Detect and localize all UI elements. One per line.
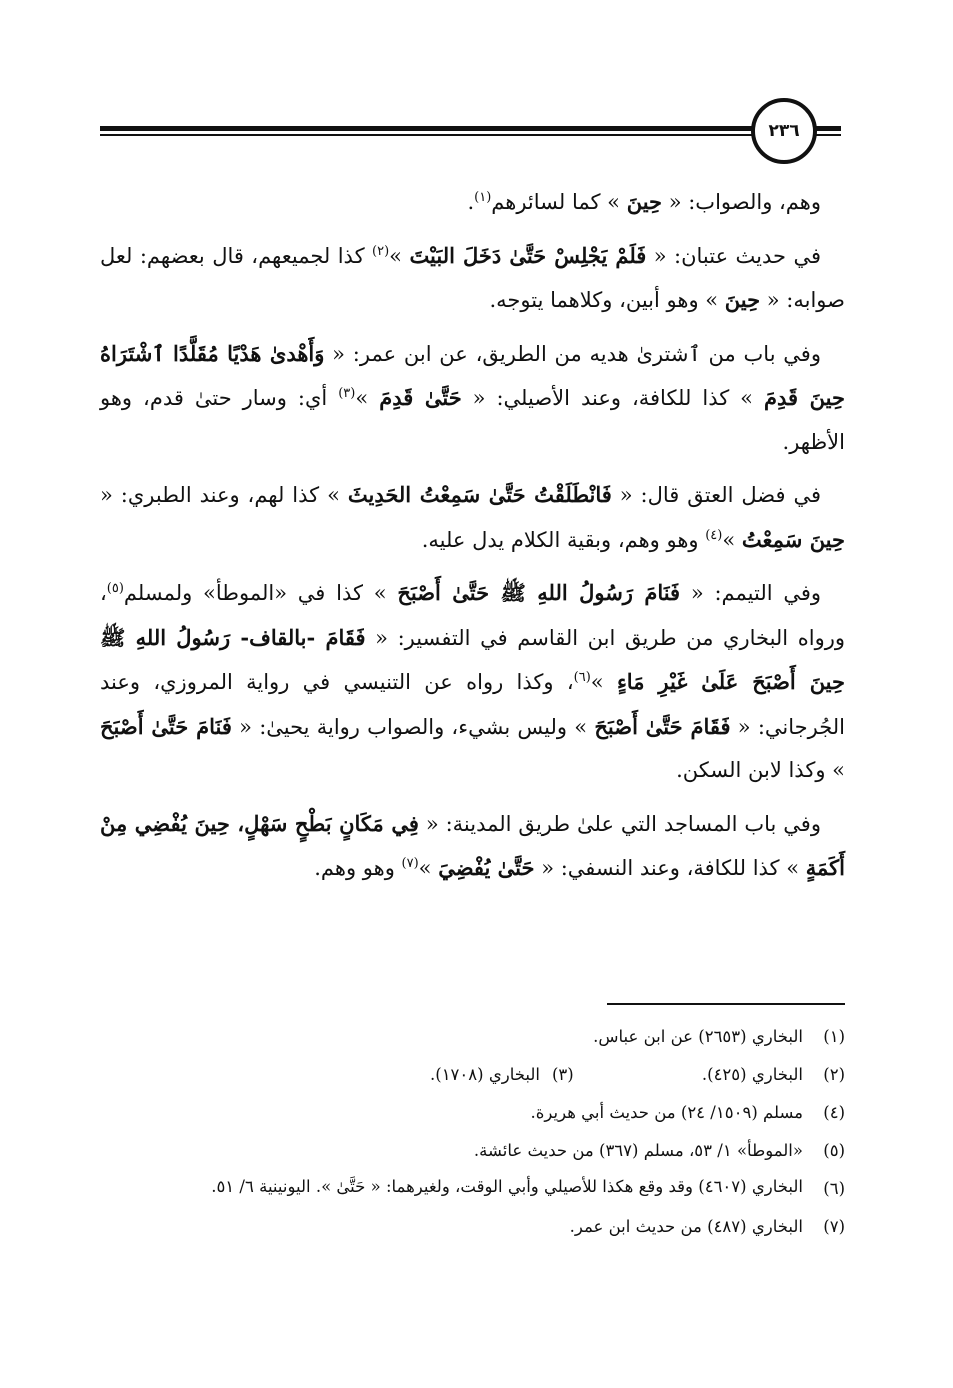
footnote-ref[interactable]: (٢): [372, 243, 390, 259]
footnote-text: مسلم (١٥٠٩/ ٢٤) من حديث أبي هريرة.: [530, 1103, 803, 1122]
footnote-text: البخاري (٤٨٧) من حديث ابن عمر.: [569, 1217, 803, 1236]
paragraph: وهم، والصواب: « حِينَ » كما لسائرهم$^{(١)}$.: [467, 189, 821, 214]
footnote-number: (٢): [823, 1065, 845, 1084]
header-rule: [100, 126, 763, 136]
footnote-number: (١): [823, 1027, 845, 1046]
page-number: ٢٣٦: [751, 98, 817, 164]
footnote-number: (٧): [823, 1217, 845, 1236]
footnote-text: البخاري (١٧٠٨).: [430, 1065, 540, 1084]
footnote-text: «الموطأ» ١/ ٥٣، مسلم (٣٦٧) من حديث عائشة.: [473, 1141, 803, 1160]
footnotes: [100, 1018, 845, 1246]
hadith-quote: فَانْطَلَقْتُ حَتَّىٰ سَمِعْتُ الحَدِيثَ: [347, 482, 612, 507]
paragraph: في حديث عتبان: « فَلَمْ يَجْلِسْ حَتَّىٰ دَخَلَ البَيْتَ »$^{(٢)}$ كذا لجميعهم، قال بعضهم: لعل صوابه: « حِينَ » وهو أبين، وكلاهما يتوجه.: [100, 242, 845, 312]
hadith-quote: فِي مَكَانٍ بَطْحٍ سَهْلٍ، حِينَ يُفْضِي مِنْ أَكَمَةٍ: [100, 810, 845, 880]
hadith-quote: فَنَامَ حَتَّىٰ أَصْبَحَ: [100, 713, 232, 739]
paragraph: وفي التيمم: « فَنَامَ رَسُولُ اللهِ ﷺ حَتَّىٰ أَصْبَحَ » كذا في «الموطأ» ولمسلم$^{(٥)}$، ورواه البخاري من طريق ابن القاسم في التفسير: « فَقَامَ -بالقاف- رَسُولُ اللهِ ﷺ حِينَ أَصْبَحَ عَلَىٰ غَيْرِ مَاءٍ »$^{(٦)}$، وكذا رواه عن التنيسي في رواية المروزي، وعند الجُرجاني: « فَقَامَ حَتَّىٰ أَصْبَحَ » وليس بشيء، والصواب رواية يحيىٰ: « فَنَامَ حَتَّىٰ أَصْبَحَ » وكذا لابن السكن.: [100, 580, 846, 782]
footnote-ref[interactable]: (١): [474, 190, 492, 205]
footnote-item: [100, 1170, 845, 1208]
hadith-quote: حِينَ: [724, 287, 761, 312]
footnote-number: (٦): [823, 1179, 845, 1198]
footnote-item: [100, 1018, 845, 1056]
footnote-ref[interactable]: (٧): [401, 856, 419, 871]
footnote-number: (٤): [823, 1103, 845, 1122]
hadith-quote: وَأَهْدىٰ هَدْيًا مُقَلَّدًا ٱشْتَرَاهُ حِينَ قَدِمَ: [100, 340, 845, 410]
hadith-quote: حَتَّىٰ يُفْضِيَ: [438, 855, 535, 880]
paragraph: وفي باب من ٱشترىٰ هديه من الطريق، عن ابن عمر: « وَأَهْدىٰ هَدْيًا مُقَلَّدًا ٱشْتَرَاهُ حِينَ قَدِمَ » كذا للكافة، وعند الأصيلي: « حَتَّىٰ قَدِمَ »$^{(٣)}$ أي: وسار حتىٰ قدم، وهو الأظهر.: [100, 340, 845, 454]
footnote-separator: [607, 1003, 845, 1005]
hadith-quote: فَقَامَ حَتَّىٰ أَصْبَحَ: [594, 713, 731, 739]
footnote-item: [430, 1056, 574, 1094]
header-rule-tail: [815, 126, 841, 136]
main-text: [100, 180, 845, 900]
hadith-quote: فَقَامَ -بالقاف- رَسُولُ اللهِ ﷺ حِينَ أَصْبَحَ عَلَىٰ غَيْرِ مَاءٍ: [100, 624, 845, 694]
footnote-row: [100, 1056, 845, 1094]
paragraph: في فضل العتق قال: « فَانْطَلَقْتُ حَتَّىٰ سَمِعْتُ الحَدِيثَ » كذا لهم، وعند الطبري: « حِينَ سَمِعْتُ »$^{(٤)}$ وهو وهم، وبقية الكلام يدل عليه.: [100, 482, 845, 552]
footnote-item: [100, 1132, 845, 1170]
paragraph: وفي باب المساجد التي علىٰ طريق المدينة: « فِي مَكَانٍ بَطْحٍ سَهْلٍ، حِينَ يُفْضِي مِنْ أَكَمَةٍ » كذا للكافة، وعند النسفي: « حَتَّىٰ يُفْضِيَ »$^{(٧)}$ وهو وهم.: [100, 810, 845, 880]
footnote-ref[interactable]: (٤): [705, 527, 723, 543]
footnote-item: [100, 1094, 845, 1132]
footnote-text: البخاري (٤٦٠٧) وقد وقع هكذا للأصيلي وأبي الوقت، ولغيرهما: « حَتَّىٰ ». اليونينية ٦/ ٥١.: [211, 1177, 803, 1196]
footnote-text: البخاري (٤٢٥).: [701, 1065, 803, 1084]
footnote-ref[interactable]: (٣): [338, 386, 356, 401]
footnote-number: (٥): [823, 1141, 845, 1160]
footnote-item: [100, 1208, 845, 1246]
footnote-item: [702, 1056, 845, 1094]
hadith-quote: حَتَّىٰ قَدِمَ: [379, 385, 462, 410]
footnote-ref[interactable]: (٥): [106, 581, 124, 596]
hadith-quote: حِينَ سَمِعْتُ: [741, 526, 845, 552]
hadith-quote: حِينَ: [626, 189, 663, 214]
footnote-ref[interactable]: (٦): [573, 670, 591, 685]
footnote-number: (٣): [551, 1065, 574, 1084]
hadith-quote: فَنَامَ رَسُولُ اللهِ ﷺ حَتَّىٰ أَصْبَحَ: [397, 580, 681, 605]
hadith-quote: فَلَمْ يَجْلِسْ حَتَّىٰ دَخَلَ البَيْتَ: [409, 242, 647, 268]
footnote-text: البخاري (٢٦٥٣) عن ابن عباس.: [593, 1027, 803, 1046]
